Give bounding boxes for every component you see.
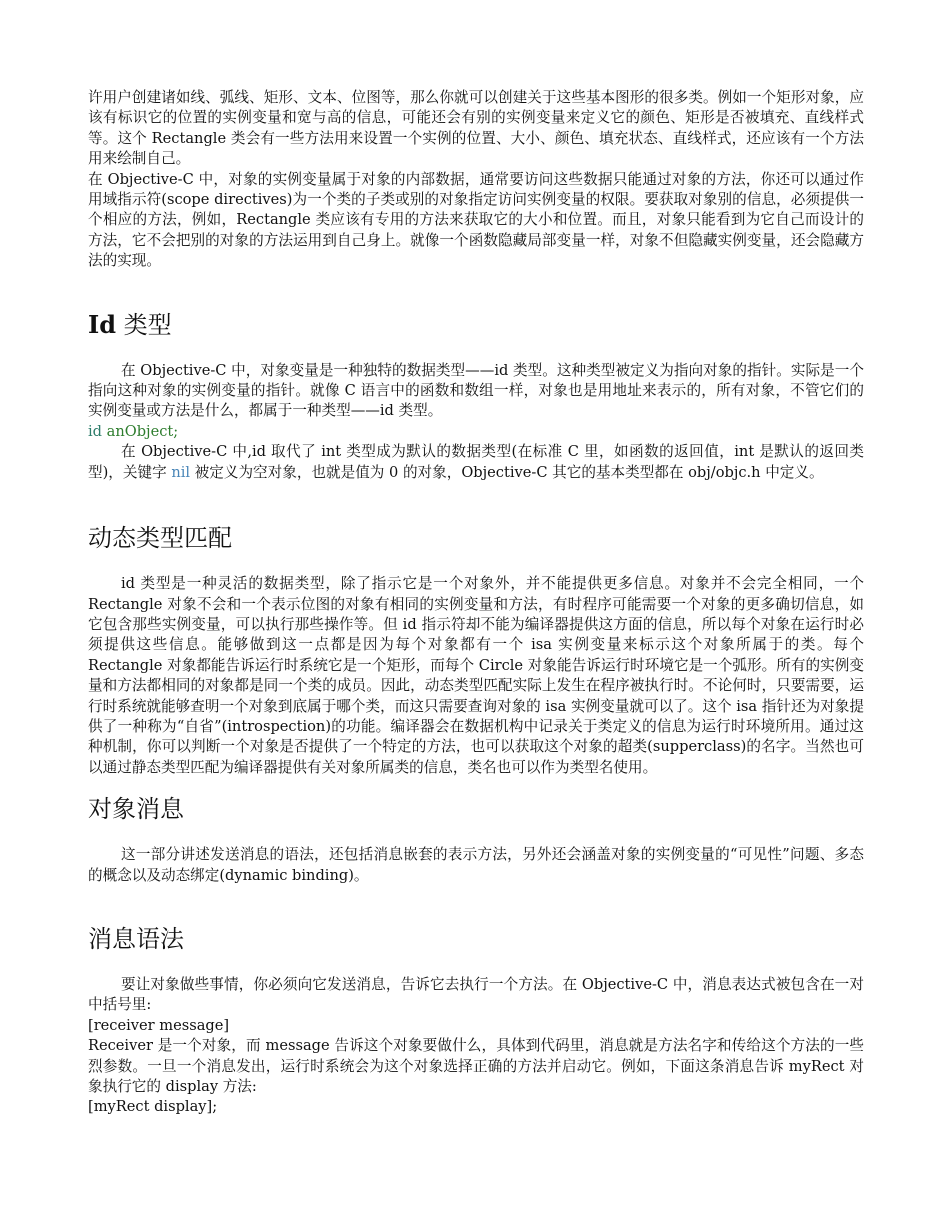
- id-code-rest: anObject;: [102, 422, 179, 440]
- object-messages-paragraph: 这一部分讲述发送消息的语法，还包括消息嵌套的表示方法，另外还会涵盖对象的实例变量的“可见性”问题、多态的概念以及动态绑定(dynamic binding)。: [88, 846, 864, 884]
- message-code-1: [receiver message]: [88, 1016, 230, 1034]
- document-page: [88, 88, 864, 1118]
- id-p2-before: 在 Objective-C 中,id 取代了 int 类型成为默认的数据类型(在标准 C 里，如函数的返回值，int 是默认的返回类型)，关键字: [88, 443, 864, 481]
- id-type-heading: [88, 310, 864, 340]
- dynamic-typing-paragraph: id 类型是一种灵活的数据类型，除了指示它是一个对象外，并不能提供更多信息。对象并不会完全相同，一个 Rectangle 对象不会和一个表示位图的对象有相同的实例变量和方法，有时程序可能需要一个对象的更多确切信息，如它包含那些实例变量，可以执行那些操作等。但 id 指示符却不能为编译器提供这方面的信息，所以每个对象在运行时必须提供这些信息。能够做到这一点都是因为每个对象都有一个 isa 实例变量来标示这个对象所属于的类。每个 Rectangle 对象都能告诉运行时系统它是一个矩形，而每个 Circle 对象能告诉运行时环境它是一个弧形。所有的实例变量和方法都相同的对象都是同一个类的成员。因此，动态类型匹配实际上发生在程序被执行时。不论何时，只要需要，运行时系统就能够查明一个对象到底属于哪个类，而这只需要查询对象的 isa 实例变量就可以了。这个 isa 指针还为对象提供了一种称为“自省”(introspection)的功能。编译器会在数据机构中记录关于类定义的信息为运行时环境所用。通过这种机制，你可以判断一个对象是否提供了一个特定的方法，也可以获取这个对象的超类(supperclass)的名字。当然也可以通过静态类型匹配为编译器提供有关对象所属类的信息，类名也可以作为类型名使用。: [88, 575, 864, 776]
- id-code-keyword: id: [88, 422, 103, 440]
- intro-paragraph-1: 许用户创建诸如线、弧线、矩形、文本、位图等，那么你就可以创建关于这些基本图形的很多类。例如一个矩形对象，应该有标识它的位置的实例变量和宽与高的信息，可能还会有别的实例变量来定义它的颜色、矩形是否被填充、直线样式等。这个 Rectangle 类会有一些方法用来设置一个实例的位置、大小、颜色、填充状态、直线样式，还应该有一个方法用来绘制自己。: [88, 89, 864, 168]
- id-type-heading-cjk: 类型: [116, 310, 172, 339]
- object-messages-heading: 对象消息: [88, 795, 184, 824]
- intro-paragraph-2: 在 Objective-C 中，对象的实例变量属于对象的内部数据，通常要访问这些数据只能通过对象的方法，你还可以通过作用域指示符(scope directives)为一个类的子类或别的对象指定访问实例变量的权限。要获取对象别的信息，必须提供一个相应的方法，例如，Rectangle 类应该有专用的方法来获取它的大小和位置。而且，对象只能看到为它自己而设计的方法，它不会把别的对象的方法运用到自己身上。就像一个函数隐藏局部变量一样，对象不但隐藏实例变量，还会隐藏方法的实现。: [88, 170, 864, 270]
- id-type-paragraph-2: [88, 442, 864, 483]
- id-type-heading-latin: Id: [88, 309, 117, 339]
- id-type-paragraph-1: 在 Objective-C 中，对象变量是一种独特的数据类型——id 类型。这种类型被定义为指向对象的指针。实际是一个指向这种对象的实例变量的指针。就像 C 语言中的函数和数组一样，对象也是用地址来表示的，所有对象，不管它们的实例变量或方法是什么，都属于一种类型——id 类型。: [88, 361, 864, 420]
- message-syntax-heading: 消息语法: [88, 924, 184, 953]
- message-syntax-paragraph-2: Receiver 是一个对象，而 message 告诉这个对象要做什么，具体到代码里，消息就是方法名字和传给这个方法的一些烈参数。一旦一个消息发出，运行时系统会为这个对象选择正确的方法并启动它。例如，下面这条消息告诉 myRect 对象执行它的 display 方法:: [88, 1037, 864, 1095]
- message-syntax-paragraph-1: 要让对象做些事情，你必须向它发送消息，告诉它去执行一个方法。在 Objective-C 中，消息表达式被包含在一对中括号里:: [88, 975, 864, 1014]
- id-p2-after: 被定义为空对象，也就是值为 0 的对象，Objective-C 其它的基本类型都在 obj/objc.h 中定义。: [190, 463, 824, 481]
- dynamic-typing-heading: 动态类型匹配: [88, 524, 232, 553]
- id-code-line: [88, 422, 864, 442]
- message-code-2: [myRect display];: [88, 1098, 218, 1116]
- nil-keyword: nil: [171, 463, 191, 481]
